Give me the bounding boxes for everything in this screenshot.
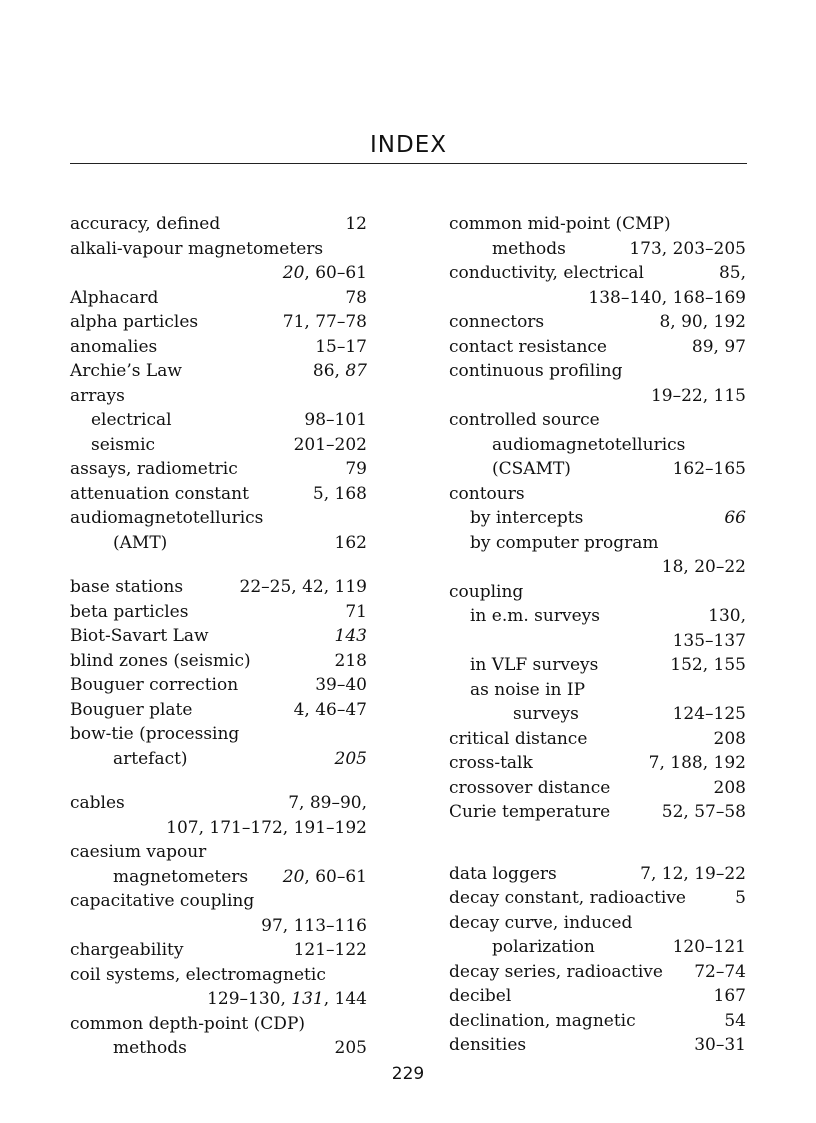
index-entry: continuous profiling [449, 361, 623, 381]
index-entry: accuracy, defined 12 [70, 214, 367, 234]
index-entry: Bouguer correction 39–40 [70, 675, 367, 695]
index-entry: audiomagnetotellurics [70, 508, 264, 528]
index-entry: capacitative coupling [70, 891, 255, 911]
index-subentry: in VLF surveys 152, 155 [470, 655, 746, 675]
index-entry: contours [449, 483, 525, 504]
index-column-right [449, 212, 746, 1058]
index-entry: 138–140, 168–169 [588, 287, 746, 308]
index-entry: (AMT) 162 [113, 532, 367, 553]
index-entry: contact resistance 89, 97 [449, 336, 746, 357]
index-subentry: seismic 201–202 [91, 434, 367, 455]
index-entry: chargeability 121–122 [70, 940, 367, 960]
index-entry: attenuation constant 5, 168 [70, 483, 367, 504]
index-entry: artefact) 205 [113, 748, 367, 769]
index-entry: 107, 171–172, 191–192 [166, 817, 367, 838]
index-entry: data loggers 7, 12, 19–22 [449, 863, 746, 884]
index-entry: Curie temperature 52, 57–58 [449, 802, 746, 822]
index-entry: conductivity, electrical 85, [449, 263, 746, 283]
index-entry: methods 205 [113, 1038, 367, 1058]
index-entry: bow-tie (processing [70, 724, 240, 744]
index-entry: (CSAMT) 162–165 [492, 459, 746, 479]
index-entry: crossover distance 208 [449, 777, 746, 798]
title-rule [70, 163, 747, 164]
index-entry: alkali-vapour magnetometers [70, 238, 324, 259]
index-entry: decay curve, induced [449, 912, 633, 933]
index-entry: 97, 113–116 [261, 915, 367, 936]
index-entry: decay series, radioactive 72–74 [449, 961, 746, 982]
index-entry: common depth-point (CDP) [70, 1013, 306, 1034]
index-entry: 129–130, 131, 144 [207, 989, 367, 1009]
index-subentry: as noise in IP [470, 679, 586, 700]
index-entry: 20, 60–61 [282, 263, 367, 283]
index-entry: assays, radiometric 79 [70, 459, 367, 479]
index-subentry: by computer program [470, 532, 659, 553]
index-entry: audiomagnetotellurics [492, 434, 686, 455]
letter-gap [449, 825, 746, 862]
index-entry: critical distance 208 [449, 728, 746, 749]
index-entry: 19–22, 115 [650, 385, 746, 406]
index-entry: connectors 8, 90, 192 [449, 312, 746, 332]
index-entry: alpha particles 71, 77–78 [70, 312, 367, 332]
index-entry: polarization 120–121 [492, 937, 746, 957]
index-entry: declination, magnetic 54 [449, 1010, 746, 1031]
index-column-left [70, 212, 367, 1061]
index-entry: cables 7, 89–90, [70, 793, 367, 813]
index-entry: cross-talk 7, 188, 192 [449, 753, 746, 773]
index-entry: methods 173, 203–205 [492, 238, 746, 259]
letter-gap [70, 555, 367, 575]
index-subentry: in e.m. surveys 130, [470, 606, 746, 626]
index-entry: Archie’s Law 86, 87 [70, 361, 367, 381]
index-subentry: surveys 124–125 [513, 704, 746, 724]
index-entry: Bouguer plate 4, 46–47 [70, 699, 367, 720]
page-number: 229 [391, 1064, 425, 1084]
index-entry: decay constant, radioactive 5 [449, 888, 746, 908]
index-entry: Biot-Savart Law 143 [70, 626, 367, 646]
index-entry: Alphacard 78 [70, 287, 367, 308]
index-entry: caesium vapour [70, 842, 207, 862]
index-subentry: electrical 98–101 [91, 410, 367, 430]
index-entry: coupling [449, 581, 524, 602]
index-entry: arrays [70, 385, 125, 406]
index-entry: coil systems, electromagnetic [70, 964, 326, 985]
index-entry: beta particles 71 [70, 601, 367, 622]
index-entry: densities 30–31 [449, 1035, 746, 1055]
index-entry: 135–137 [672, 630, 746, 651]
page-title: INDEX [370, 132, 447, 158]
letter-gap [70, 771, 367, 791]
index-entry: magnetometers 20, 60–61 [113, 866, 367, 887]
index-subentry: by intercepts 66 [470, 508, 746, 528]
index-entry: common mid-point (CMP) [449, 214, 671, 234]
index-entry: anomalies 15–17 [70, 336, 367, 357]
index-entry: decibel 167 [449, 986, 746, 1006]
index-entry: blind zones (seismic) 218 [70, 650, 367, 671]
index-entry: base stations 22–25, 42, 119 [70, 577, 367, 597]
index-entry: 18, 20–22 [661, 557, 746, 577]
index-entry: controlled source [449, 410, 600, 430]
